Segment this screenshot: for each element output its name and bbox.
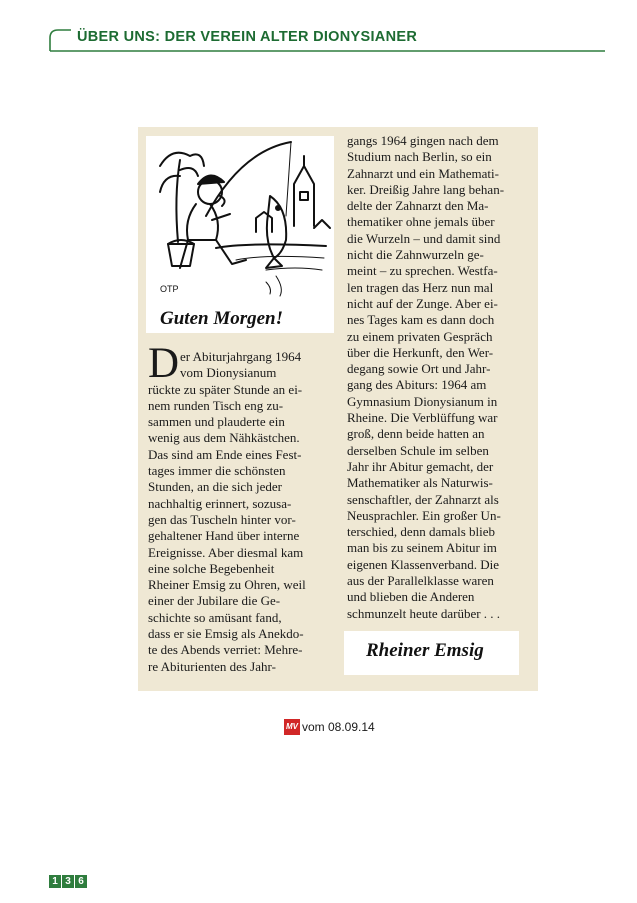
author-signature-text: Rheiner Emsig <box>366 640 484 661</box>
header-title: ÜBER UNS: DER VEREIN ALTER DIONYSIANER <box>77 29 418 45</box>
text-line: nicht auf der Zunge. Aber ei- <box>347 295 498 311</box>
text-line: groß, denn beide hatten an <box>347 426 485 442</box>
text-line: senschaftler, der Zahnarzt als <box>347 491 499 507</box>
page-number-digit: 3 <box>62 875 74 888</box>
text-line: wenig aus dem Nähkästchen. <box>148 430 300 446</box>
text-line: thematiker ohne jemals über <box>347 214 495 230</box>
text-line: und blieben die Anderen <box>347 589 475 605</box>
cartoon-signature: OTP <box>160 284 179 294</box>
text-line: ker. Dreißig Jahre lang behan- <box>347 181 505 197</box>
article-box <box>138 127 538 691</box>
text-line: eigenen Klassenverband. Die <box>347 556 499 572</box>
text-line: derselben Schule im selben <box>347 442 489 458</box>
text-line: tages immer die schönsten <box>148 463 286 479</box>
page-header <box>49 28 605 52</box>
text-line: zu einem privaten Gespräch <box>347 328 493 344</box>
text-line: Gymnasium Dionysianum in <box>347 393 498 409</box>
text-line: nem runden Tisch eng zu- <box>148 397 284 413</box>
text-line: Stunden, an die sich jeder <box>148 479 282 495</box>
mv-logo-icon: MV <box>284 719 300 735</box>
page-number-digit: 6 <box>75 875 87 888</box>
text-line: schichte so amüsant fand, <box>148 609 282 625</box>
text-line: eine solche Begebenheit <box>148 560 275 576</box>
page-number <box>49 871 88 887</box>
text-line: dass er sie Emsig als Anekdo- <box>148 626 304 642</box>
text-line: Neusprachler. Ein großer Un- <box>347 507 501 523</box>
drop-cap: D <box>148 340 180 387</box>
text-line: sammen und plauderte ein <box>148 414 285 430</box>
text-line: Mathematiker als Naturwis- <box>347 475 493 491</box>
text-line: Studium nach Berlin, so ein <box>347 149 492 165</box>
text-line: terschied, denn damals blieb <box>347 524 496 540</box>
author-signature <box>344 631 519 675</box>
text-line: schmunzelt heute darüber . . . <box>347 605 501 621</box>
text-line: delte der Zahnarzt den Ma- <box>347 198 489 214</box>
text-line: die Wurzeln – und damit sind <box>347 230 501 246</box>
text-line: nachhaltig erinnert, sozusa- <box>148 495 292 511</box>
text-line: len tragen das Herz nun mal <box>347 279 494 295</box>
text-line: nicht die Zahnwurzeln ge- <box>347 247 484 263</box>
text-line: vom Dionysianum <box>180 365 277 381</box>
cartoon-image <box>146 136 334 333</box>
text-line: Das sind am Ende eines Fest- <box>148 446 302 462</box>
text-line: gangs 1964 gingen nach dem <box>347 133 499 148</box>
text-line: man bis zu seinem Abitur im <box>347 540 497 556</box>
text-line: gen das Tuscheln hinter vor- <box>148 511 296 527</box>
text-line: Rheiner Emsig zu Ohren, weil <box>148 577 306 593</box>
text-line: über die Herkunft, den Wer- <box>347 344 494 360</box>
text-line: meint – zu sprechen. Westfa- <box>347 263 498 279</box>
text-line: te des Abends verriet: Mehre- <box>148 642 303 658</box>
text-line: er Abiturjahrgang 1964 <box>180 349 302 364</box>
text-column-left <box>148 349 334 675</box>
text-line: nes Tages kam es dann doch <box>347 312 495 328</box>
text-line: Zahnarzt und ein Mathemati- <box>347 165 499 181</box>
cartoon-caption: Guten Morgen! <box>160 308 283 329</box>
text-line: gehaltener Hand über interne <box>148 528 300 544</box>
text-line: rückte zu später Stunde an ei- <box>148 381 303 397</box>
text-line: Ereignisse. Aber diesmal kam <box>148 544 304 560</box>
source-date: vom 08.09.14 <box>302 720 375 734</box>
text-line: Jahr ihr Abitur gemacht, der <box>347 458 494 474</box>
text-line: re Abiturienten des Jahr- <box>148 658 276 674</box>
text-line: gang des Abiturs: 1964 am <box>347 377 487 393</box>
text-line: aus der Parallelklasse waren <box>347 573 494 589</box>
text-column-right <box>347 133 537 622</box>
text-line: Rheine. Die Verblüffung war <box>347 410 498 426</box>
text-line: einer der Jubilare die Ge- <box>148 593 281 609</box>
page-number-digit: 1 <box>49 875 61 888</box>
text-line: degang sowie Ort und Jahr- <box>347 361 491 377</box>
